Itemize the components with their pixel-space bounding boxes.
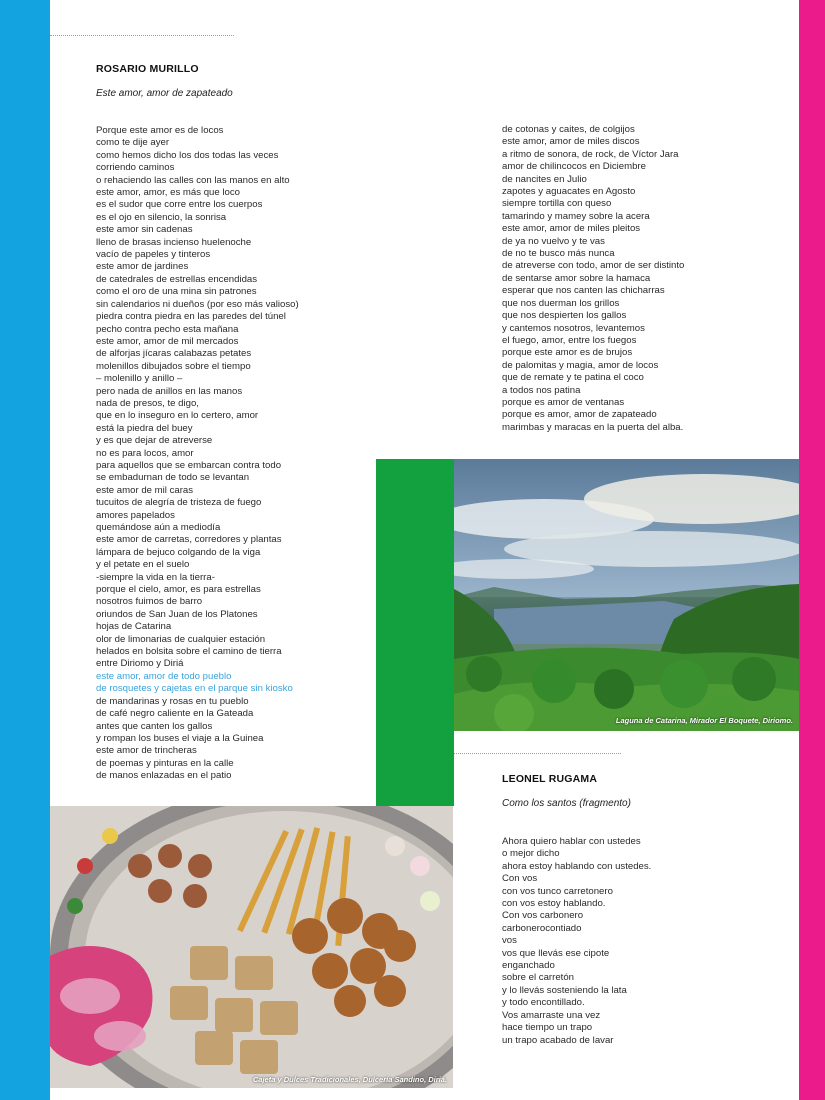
- poem-line: este amor de trincheras: [96, 745, 197, 757]
- poem-line: sin calendarios ni dueños (por eso más valioso): [96, 298, 299, 310]
- sweets-photo: [50, 806, 453, 1088]
- poem-line: molenillos dibujados sobre el tiempo: [96, 360, 251, 372]
- poem-line: esperar que nos canten las chicharras: [502, 285, 665, 297]
- left-color-band: [0, 0, 50, 1100]
- poem-line: o rehaciendo las calles con las manos en alto: [96, 174, 290, 186]
- poem-line: zapotes y aguacates en Agosto: [502, 186, 636, 198]
- poem-line: este amor de jardines: [96, 261, 189, 273]
- lagoon-photo: [454, 459, 799, 731]
- sweets-photo-caption: Cajeta y Dulces Tradicionales, Dulcería Sandino, Diriá.: [252, 1075, 447, 1084]
- poem-line: de catedrales de estrellas encendidas: [96, 273, 258, 285]
- poem-line: de palomitas y magia, amor de locos: [502, 359, 659, 371]
- poem-line: oriundos de San Juan de los Platones: [96, 608, 258, 620]
- poem-line: este amor, amor, es más que loco: [96, 187, 240, 199]
- poem-line: siempre tortilla con queso: [502, 198, 612, 210]
- poem-line: lámpara de bejuco colgando de la viga: [96, 546, 261, 558]
- poem-line: pero nada de anillos en las manos: [96, 385, 243, 397]
- poem-line: tucuitos de alegría de tristeza de fuego: [96, 497, 262, 509]
- poem-column-3: [502, 836, 651, 1047]
- author-name: ROSARIO MURILLO: [96, 63, 199, 75]
- poem-line: el fuego, amor, entre los fuegos: [502, 334, 637, 346]
- poem-line: de poemas y pinturas en la calle: [96, 757, 234, 769]
- poem-line: vos: [502, 935, 517, 947]
- poem-line: -siempre la vida en la tierra-: [96, 571, 215, 583]
- poem-line: que nos despierten los gallos: [502, 310, 627, 322]
- poem-line: marimbas y maracas en la puerta del alba.: [502, 421, 684, 433]
- poem-line: sobre el carretón: [502, 972, 574, 984]
- poem-line: tamarindo y mamey sobre la acera: [502, 210, 650, 222]
- poem-line: está la piedra del buey: [96, 422, 193, 434]
- poem-line: Ahora quiero hablar con ustedes: [502, 836, 641, 847]
- poem-line: no es para locos, amor: [96, 447, 194, 459]
- poem-title-2: Como los santos (fragmento): [502, 798, 631, 809]
- poem-line: este amor, amor de todo pueblo: [96, 670, 232, 682]
- poem-line: ahora estoy hablando con ustedes.: [502, 860, 652, 872]
- poem-line: de atreverse con todo, amor de ser distinto: [502, 260, 685, 272]
- poem-line: Con vos carbonero: [502, 910, 584, 922]
- author-name-2: LEONEL RUGAMA: [502, 773, 598, 785]
- poem-line: olor de limonarias de cualquier estación: [96, 633, 266, 645]
- poem-line: helados en bolsita sobre el camino de tierra: [96, 646, 282, 658]
- poem-line: de nancites en Julio: [502, 173, 587, 185]
- poem-line: de ya no vuelvo y te vas: [502, 235, 605, 247]
- poem-line: un trapo acabado de lavar: [502, 1034, 614, 1046]
- mid-dotted-divider: [453, 753, 621, 754]
- poem-title: Este amor, amor de zapateado: [96, 88, 233, 99]
- poem-line: con vos estoy hablando.: [502, 898, 606, 910]
- poem-line: porque es amor, amor de zapateado: [502, 409, 657, 421]
- poem-line: Porque este amor es de locos: [96, 125, 224, 136]
- poem-line: y es que dejar de atreverse: [96, 435, 213, 447]
- poem-line: entre Diriomo y Diriá: [96, 658, 184, 670]
- poem-line: este amor, amor de miles pleitos: [502, 223, 641, 235]
- poem-line: o mejor dicho: [502, 848, 560, 860]
- poem-line: como el oro de una mina sin patrones: [96, 286, 257, 298]
- poem-line: quemándose aún a mediodía: [96, 522, 221, 533]
- lagoon-photo-caption: Laguna de Catarina, Mirador El Boquete, Diriomo.: [615, 716, 793, 725]
- poem-line: de rosquetes y cajetas en el parque sin kiosko: [96, 683, 293, 695]
- poem-line: es el ojo en silencio, la sonrisa: [96, 211, 227, 223]
- poem-line: este amor de carretas, corredores y plantas: [96, 534, 282, 546]
- poem-line: como hemos dicho los dos todas las veces: [96, 149, 279, 161]
- poem-line: pecho contra pecho esta mañana: [96, 323, 239, 335]
- poem-line: de café negro caliente en la Gateada: [96, 708, 254, 720]
- poem-line: este amor, amor de miles discos: [502, 136, 640, 148]
- poem-line: vacío de papeles y tinteros: [96, 249, 211, 261]
- poem-line: Vos amarraste una vez: [502, 1009, 601, 1021]
- poem-line: y rompan los buses el viaje a la Guinea: [96, 732, 264, 744]
- poem-line: – molenillo y anillo –: [96, 373, 183, 385]
- poem-line: hace tiempo un trapo: [502, 1022, 593, 1034]
- poem-line: porque el cielo, amor, es para estrellas: [96, 584, 261, 596]
- poem-line: con vos tunco carretonero: [502, 885, 613, 897]
- poem-line: de cotonas y caites, de colgijos: [502, 124, 635, 135]
- poem-line: nosotros fuimos de barro: [96, 596, 203, 608]
- poem-line: antes que canten los gallos: [96, 720, 213, 732]
- right-color-band: [799, 0, 825, 1100]
- poem-line: es el sudor que corre entre los cuerpos: [96, 199, 263, 211]
- poem-line: este amor, amor de mil mercados: [96, 335, 239, 347]
- poem-line: a ritmo de sonora, de rock, de Víctor Jara: [502, 148, 679, 160]
- poem-column-2: [502, 124, 684, 434]
- poem-line: vos que llevás ese cipote: [502, 947, 610, 959]
- poem-line: este amor sin cadenas: [96, 224, 193, 236]
- poem-line: como te dije ayer: [96, 137, 170, 149]
- poem-line: piedra contra piedra en las paredes del túnel: [96, 311, 286, 323]
- green-accent-block: [376, 459, 454, 806]
- poem-line: amor de chilincocos en Diciembre: [502, 161, 646, 173]
- poem-line: y lo llevás sosteniendo la lata: [502, 984, 627, 996]
- poem-line: porque es amor de ventanas: [502, 396, 625, 408]
- top-dotted-divider: [50, 35, 234, 36]
- poem-line: se embadurnan de todo se levantan: [96, 472, 250, 484]
- poem-line: amores papelados: [96, 509, 175, 521]
- poem-line: que en lo inseguro en lo certero, amor: [96, 410, 259, 422]
- poem-line: y cantemos nosotros, levantemos: [502, 322, 645, 334]
- poem-line: carbonerocontiado: [502, 922, 582, 934]
- poem-line: y todo encontillado.: [502, 997, 585, 1009]
- poem-line: para aquellos que se embarcan contra todo: [96, 459, 282, 471]
- poem-line: de mandarinas y rosas en tu pueblo: [96, 695, 249, 707]
- poem-line: hojas de Catarina: [96, 621, 172, 633]
- poem-line: nada de presos, te digo,: [96, 397, 199, 409]
- poem-line: de sentarse amor sobre la hamaca: [502, 272, 651, 284]
- poem-line: este amor de mil caras: [96, 484, 194, 496]
- poem-column-1: [96, 125, 299, 783]
- poem-line: corriendo caminos: [96, 162, 175, 174]
- poem-line: que nos duerman los grillos: [502, 297, 620, 309]
- poem-line: Con vos: [502, 873, 538, 885]
- poem-line: porque este amor es de brujos: [502, 347, 633, 359]
- poem-line: que de remate y te patina el coco: [502, 372, 644, 384]
- poem-line: de no te busco más nunca: [502, 248, 615, 260]
- poem-line: de manos enlazadas en el patio: [96, 770, 232, 782]
- poem-line: a todos nos patina: [502, 384, 581, 396]
- poem-line: de alforjas jícaras calabazas petates: [96, 348, 252, 360]
- poem-line: lleno de brasas incienso huelenoche: [96, 236, 252, 248]
- poem-line: y el petate en el suelo: [96, 559, 190, 571]
- poem-line: enganchado: [502, 960, 555, 972]
